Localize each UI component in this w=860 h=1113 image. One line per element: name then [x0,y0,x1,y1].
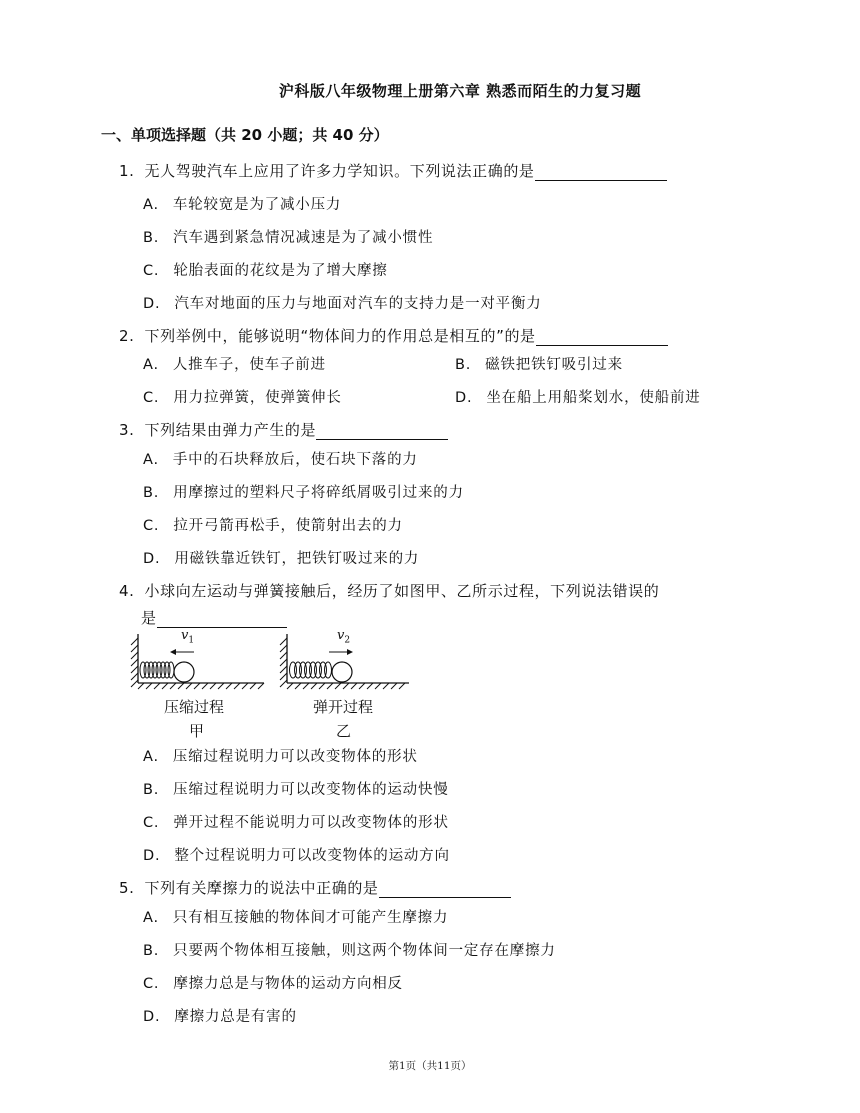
question-number: 5. [119,879,135,897]
velocity-label-v1: $v_1$ [181,628,195,646]
spring-compression-figure [126,628,274,692]
figure-label-yi: 乙 [336,722,352,740]
answer-blank [379,881,511,898]
option-4-a: A. 压缩过程说明力可以改变物体的形状 [143,749,418,765]
option-2-b: B. 磁铁把铁钉吸引过来 [455,357,623,373]
option-1-a: A. 车轮较宽是为了减小压力 [143,197,342,213]
option-1-c: C. 轮胎表面的花纹是为了增大摩擦 [143,263,388,279]
question-4 [119,580,659,601]
section-heading: 一、单项选择题（共 20 小题；共 40 分） [101,126,389,144]
option-3-a: A. 手中的石块释放后，使石块下落的力 [143,452,418,468]
figure-caption-release: 弹开过程 [313,698,374,716]
question-4-line-2: 是 [141,607,287,628]
option-4-b: B. 压缩过程说明力可以改变物体的运动快慢 [143,782,449,798]
figure-label-jia: 甲 [189,722,205,740]
question-number: 1. [119,162,135,180]
question-number: 3. [119,421,135,439]
option-2-d: D. 坐在船上用船桨划水，使船前进 [455,390,701,406]
question-text: 下列举例中，能够说明“物体间力的作用总是相互的”的是 [144,327,536,345]
page-title: 沪科版八年级物理上册第六章 熟悉而陌生的力复习题 [278,82,642,100]
option-3-d: D. 用磁铁靠近铁钉，把铁钉吸过来的力 [143,551,420,567]
answer-blank [536,329,668,346]
question-1 [119,160,667,181]
page-footer: 第1页（共11页） [388,1060,472,1072]
answer-blank [157,611,287,628]
question-5 [119,877,511,898]
option-2-a: A. 人推车子，使车子前进 [143,357,326,373]
option-5-c: C. 摩擦力总是与物体的运动方向相反 [143,976,403,992]
question-text: 无人驾驶汽车上应用了许多力学知识。下列说法正确的是 [144,162,535,180]
answer-blank [316,423,448,440]
question-number: 2. [119,327,135,345]
velocity-label-v2: $v_2$ [337,628,351,646]
question-3 [119,419,448,440]
option-3-b: B. 用摩擦过的塑料尺子将碎纸屑吸引过来的力 [143,485,464,501]
option-4-c: C. 弹开过程不能说明力可以改变物体的形状 [143,815,449,831]
option-5-b: B. 只要两个物体相互接触，则这两个物体间一定存在摩擦力 [143,943,556,959]
option-5-a: A. 只有相互接触的物体间才可能产生摩擦力 [143,910,449,926]
question-text: 下列有关摩擦力的说法中正确的是 [144,879,379,897]
question-number: 4. [119,582,135,600]
option-5-d: D. 摩擦力总是有害的 [143,1009,297,1025]
option-1-b: B. 汽车遇到紧急情况减速是为了减小惯性 [143,230,434,246]
question-text: 下列结果由弹力产生的是 [144,421,317,439]
option-3-c: C. 拉开弓箭再松手，使箭射出去的力 [143,518,403,534]
option-2-c: C. 用力拉弹簧，使弹簧伸长 [143,390,342,406]
figure-caption-compression: 压缩过程 [164,698,225,716]
option-4-d: D. 整个过程说明力可以改变物体的运动方向 [143,848,450,864]
option-1-d: D. 汽车对地面的压力与地面对汽车的支持力是一对平衡力 [143,296,542,312]
answer-blank [535,164,667,181]
question-2 [119,325,668,346]
question-text: 小球向左运动与弹簧接触后，经历了如图甲、乙所示过程，下列说法错误的 [144,582,660,600]
